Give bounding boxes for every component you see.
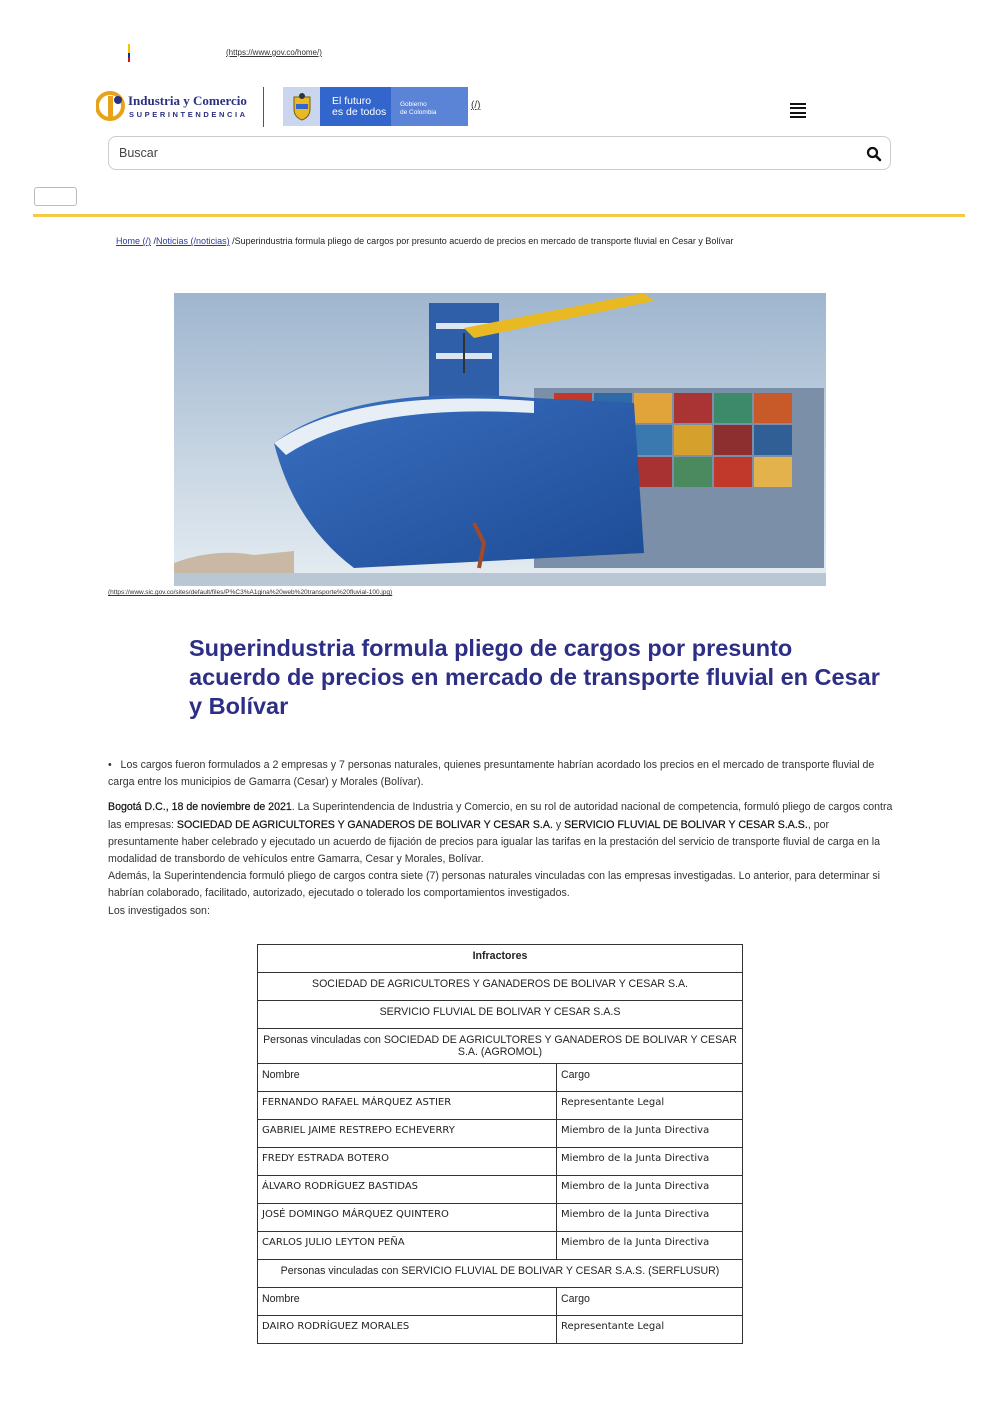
person-role: Miembro de la Junta Directiva <box>557 1148 743 1176</box>
search-input[interactable] <box>117 143 837 163</box>
person-name: FREDY ESTRADA BOTERO <box>258 1148 557 1176</box>
person-role: Miembro de la Junta Directiva <box>557 1120 743 1148</box>
table-row <box>258 1092 743 1120</box>
table-header: Infractores <box>258 945 743 973</box>
column-header-role: Cargo <box>557 1064 743 1092</box>
person-role: Miembro de la Junta Directiva <box>557 1204 743 1232</box>
paragraph-1-part-b: , por presuntamente haber celebrado y ejecutado un acuerdo de fijación de precios para igualar las tarifas en la prestación del servicio de transporte fluvial de carga en la modalidad de transbordo de vehículos entre Gamarra, Cesar y Morales, Bolívar. <box>108 818 881 866</box>
table-row <box>258 1148 743 1176</box>
table-company-2: SERVICIO FLUVIAL DE BOLIVAR Y CESAR S.A.S <box>258 1001 743 1029</box>
article-paragraph-1 <box>108 799 894 868</box>
gov-name-line2: de Colombia <box>400 109 437 116</box>
colombia-flag-bar <box>128 44 130 62</box>
person-name: FERNANDO RAFAEL MÁRQUEZ ASTIER <box>258 1092 557 1120</box>
company-2-name: SERVICIO FLUVIAL DE BOLIVAR Y CESAR S.A.S. <box>564 818 808 831</box>
gov-slogan <box>320 87 391 126</box>
breadcrumb-separator: / <box>153 236 157 246</box>
table-row <box>258 1120 743 1148</box>
table-row <box>258 1204 743 1232</box>
table-row <box>258 973 743 1001</box>
gov-name-line1: Gobierno <box>400 101 427 108</box>
column-header-name: Nombre <box>258 1288 557 1316</box>
person-name: CARLOS JULIO LEYTON PEÑA <box>258 1232 557 1260</box>
table-group-1: Personas vinculadas con SOCIEDAD DE AGRICULTORES Y GANADEROS DE BOLIVAR Y CESAR S.A. (AGROMOL) <box>258 1029 743 1064</box>
table-row <box>258 945 743 973</box>
table-row <box>258 1232 743 1260</box>
sic-logo[interactable] <box>96 90 256 124</box>
table-group-2: Personas vinculadas con SERVICIO FLUVIAL DE BOLIVAR Y CESAR S.A.S. (SERFLUSUR) <box>258 1260 743 1288</box>
hamburger-menu-icon[interactable] <box>790 103 806 118</box>
article-title: Superindustria formula pliego de cargos por presunto acuerdo de precios en mercado de transporte fluvial en Cesar y Bolívar <box>189 635 880 719</box>
sic-logo-icon <box>96 90 126 122</box>
breadcrumb-current: Superindustria formula pliego de cargos por presunto acuerdo de precios en mercado de transporte fluvial en Cesar y Bolívar <box>234 236 734 246</box>
person-role: Miembro de la Junta Directiva <box>557 1176 743 1204</box>
infractores-table <box>257 944 743 1344</box>
coat-of-arms-icon <box>283 87 320 126</box>
menu-toggle-button[interactable] <box>34 187 77 206</box>
paragraph-1-conjunction: y <box>552 818 565 831</box>
article-paragraph-3: Los investigados son: <box>108 904 210 917</box>
person-name: ÁLVARO RODRÍGUEZ BASTIDAS <box>258 1176 557 1204</box>
person-name: JOSÉ DOMINGO MÁRQUEZ QUINTERO <box>258 1204 557 1232</box>
breadcrumb-home[interactable]: Home (/) <box>116 236 152 246</box>
breadcrumb-separator: / <box>232 236 235 246</box>
paragraph-1-part-a: . La Superintendencia de Industria y Comercio, en su rol de autoridad nacional de competencia, formuló pliego de cargos contra las empresas: <box>108 801 893 831</box>
search-bar <box>108 136 891 170</box>
bullet-text: Los cargos fueron formulados a 2 empresas y 7 personas naturales, quienes presuntamente habrían acordado los precios en el mercado de transporte fluvial de carga entre los municipios de Gamarra (Cesar) y Morales (Bolívar). <box>108 759 875 789</box>
table-row <box>258 1029 743 1064</box>
person-role: Miembro de la Junta Directiva <box>557 1232 743 1260</box>
person-role: Representante Legal <box>557 1316 743 1344</box>
company-1-name: SOCIEDAD DE AGRICULTORES Y GANADEROS DE BOLIVAR Y CESAR S.A. <box>176 818 553 831</box>
home-link[interactable]: (/) <box>471 100 481 111</box>
image-source-link[interactable]: (https://www.sic.gov.co/sites/default/files/P%C3%A1gina%20web%20transporte%20fluvial-100.jpg) <box>108 589 393 596</box>
article-dateline: Bogotá D.C., 18 de noviembre de 2021 <box>108 801 292 814</box>
article-bullet <box>108 757 894 791</box>
table-row <box>258 1064 743 1092</box>
table-row <box>258 1176 743 1204</box>
table-company-1: SOCIEDAD DE AGRICULTORES Y GANADEROS DE BOLIVAR Y CESAR S.A. <box>258 973 743 1001</box>
article-body <box>108 757 894 920</box>
gov-co-link[interactable]: (https://www.gov.co/home/) <box>226 48 322 57</box>
gobierno-colombia-badge[interactable] <box>283 87 468 126</box>
article-paragraph-2: Además, la Superintendencia formuló pliego de cargos contra siete (7) personas naturales vinculadas con las empresas investigadas. Lo anterior, para determinar si habrían colaborado, facilitado, autorizado, ejecutado o tolerado los comportamientos investigados. <box>108 870 881 900</box>
gov-name <box>391 87 468 126</box>
logo-divider <box>263 87 264 127</box>
logo-title: Industria y Comercio <box>128 93 247 108</box>
gov-slogan-line1: El futuro <box>332 95 372 107</box>
search-icon[interactable] <box>866 146 882 162</box>
column-header-role: Cargo <box>557 1288 743 1316</box>
gov-slogan-line2: es de todos <box>332 106 387 118</box>
breadcrumb-noticias[interactable]: Noticias (/noticias) <box>156 236 230 246</box>
breadcrumb <box>116 236 733 246</box>
person-role: Representante Legal <box>557 1092 743 1120</box>
person-name: DAIRO RODRÍGUEZ MORALES <box>258 1316 557 1344</box>
header-divider <box>33 214 965 217</box>
logo-subtitle: SUPERINTENDENCIA <box>129 110 248 119</box>
person-name: GABRIEL JAIME RESTREPO ECHEVERRY <box>258 1120 557 1148</box>
cargo-ship-image[interactable] <box>174 293 826 586</box>
table-row <box>258 1316 743 1344</box>
table-row <box>258 1001 743 1029</box>
column-header-name: Nombre <box>258 1064 557 1092</box>
bullet-icon: • <box>108 759 121 771</box>
table-row <box>258 1260 743 1288</box>
table-row <box>258 1288 743 1316</box>
